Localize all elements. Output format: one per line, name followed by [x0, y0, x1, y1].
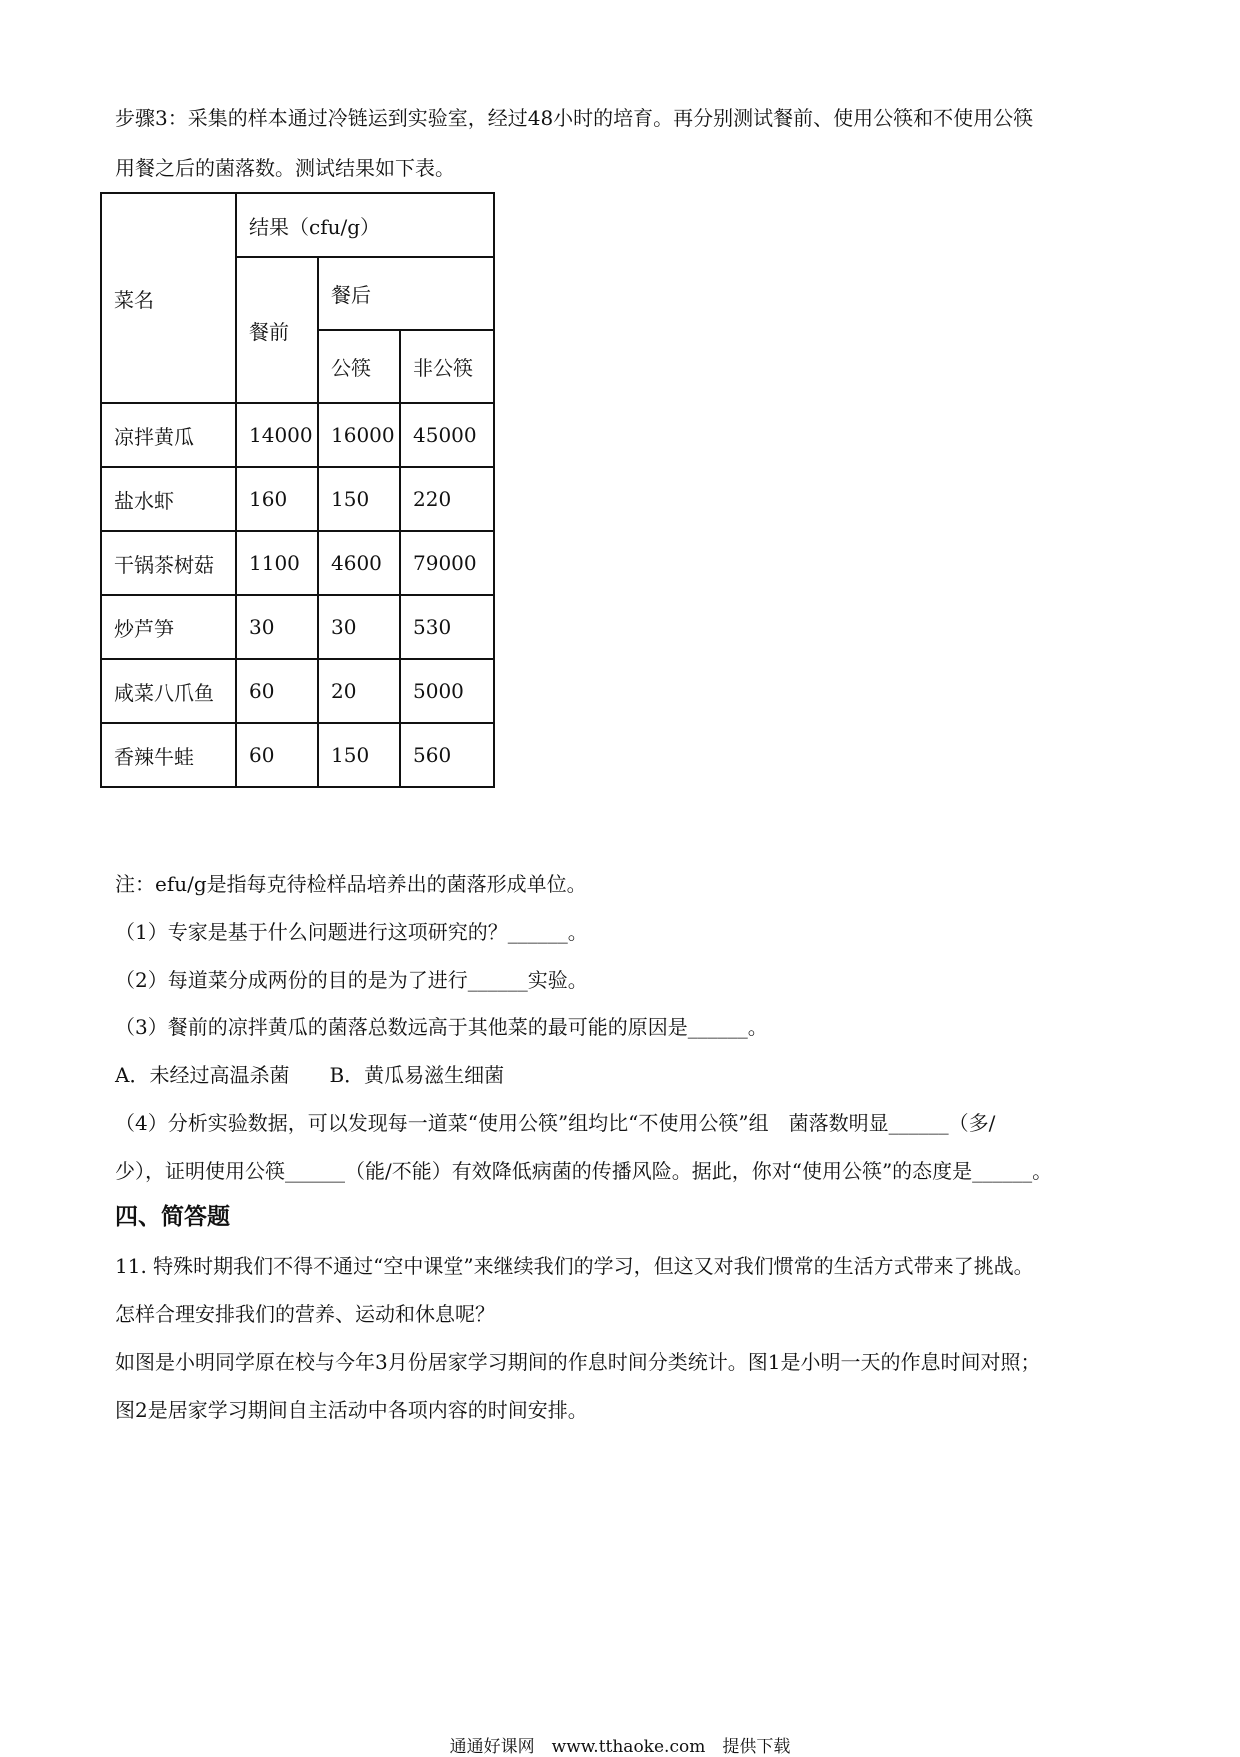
before-cell: 60	[236, 723, 318, 787]
header-nonpublic: 非公筷	[400, 330, 494, 403]
dish-cell: 盐水虾	[101, 467, 236, 531]
table-row	[101, 403, 494, 467]
question-11-line-4: 图2是居家学习期间自主活动中各项内容的时间安排。	[115, 1398, 588, 1422]
question-3-options: A．未经过高温杀菌 B．黄瓜易滋生细菌	[115, 1063, 505, 1087]
dish-cell: 炒芦笋	[101, 595, 236, 659]
dish-cell: 凉拌黄瓜	[101, 403, 236, 467]
public-cell: 16000	[318, 403, 400, 467]
nonpublic-cell: 45000	[400, 403, 494, 467]
dish-cell: 香辣牛蛙	[101, 723, 236, 787]
result-table	[100, 192, 495, 788]
table-row	[101, 467, 494, 531]
before-cell: 1100	[236, 531, 318, 595]
table-note: 注：efu/g是指每克待检样品培养出的菌落形成单位。	[115, 872, 587, 896]
question-4-line-2: 少），证明使用公筷______（能/不能）有效降低病菌的传播风险。据此，你对“使用公筷”的态度是______。	[115, 1159, 1053, 1183]
public-cell: 20	[318, 659, 400, 723]
question-11-line-3: 如图是小明同学原在校与今年3月份居家学习期间的作息时间分类统计。图1是小明一天的作息时间对照；	[115, 1350, 1041, 1374]
section-heading: 四、简答题	[115, 1203, 230, 1230]
intro-line-1: 步骤3：采集的样本通过冷链运到实验室，经过48小时的培育。再分别测试餐前、使用公筷和不使用公筷	[115, 106, 1034, 130]
nonpublic-cell: 560	[400, 723, 494, 787]
table-row	[101, 723, 494, 787]
question-3: （3）餐前的凉拌黄瓜的菌落总数远高于其他菜的最可能的原因是______。	[115, 1015, 768, 1039]
public-cell: 150	[318, 723, 400, 787]
dish-cell: 干锅茶树菇	[101, 531, 236, 595]
question-1: （1）专家是基于什么问题进行这项研究的？______。	[115, 920, 588, 944]
table-row	[101, 659, 494, 723]
table-row	[101, 595, 494, 659]
page-footer: 通通好课网 www.tthaoke.com 提供下载	[449, 1737, 791, 1757]
before-cell: 14000	[236, 403, 318, 467]
intro-line-2: 用餐之后的菌落数。测试结果如下表。	[115, 156, 455, 180]
question-2: （2）每道菜分成两份的目的是为了进行______实验。	[115, 968, 588, 992]
public-cell: 150	[318, 467, 400, 531]
header-after: 餐后	[318, 257, 494, 330]
before-cell: 30	[236, 595, 318, 659]
nonpublic-cell: 220	[400, 467, 494, 531]
question-11-line-1: 11. 特殊时期我们不得不通过“空中课堂”来继续我们的学习，但这又对我们惯常的生活方式带来了挑战。	[115, 1254, 1034, 1278]
header-public: 公筷	[318, 330, 400, 403]
question-4-line-1: （4）分析实验数据，可以发现每一道菜“使用公筷”组均比“不使用公筷”组 菌落数明显______（多/	[115, 1111, 996, 1135]
header-dish: 菜名	[101, 193, 236, 403]
dish-cell: 咸菜八爪鱼	[101, 659, 236, 723]
public-cell: 30	[318, 595, 400, 659]
public-cell: 4600	[318, 531, 400, 595]
nonpublic-cell: 5000	[400, 659, 494, 723]
header-result: 结果（cfu/g）	[236, 193, 494, 257]
question-11-line-2: 怎样合理安排我们的营养、运动和休息呢？	[115, 1302, 495, 1326]
before-cell: 60	[236, 659, 318, 723]
table-row	[101, 531, 494, 595]
nonpublic-cell: 79000	[400, 531, 494, 595]
before-cell: 160	[236, 467, 318, 531]
header-before: 餐前	[236, 257, 318, 403]
nonpublic-cell: 530	[400, 595, 494, 659]
